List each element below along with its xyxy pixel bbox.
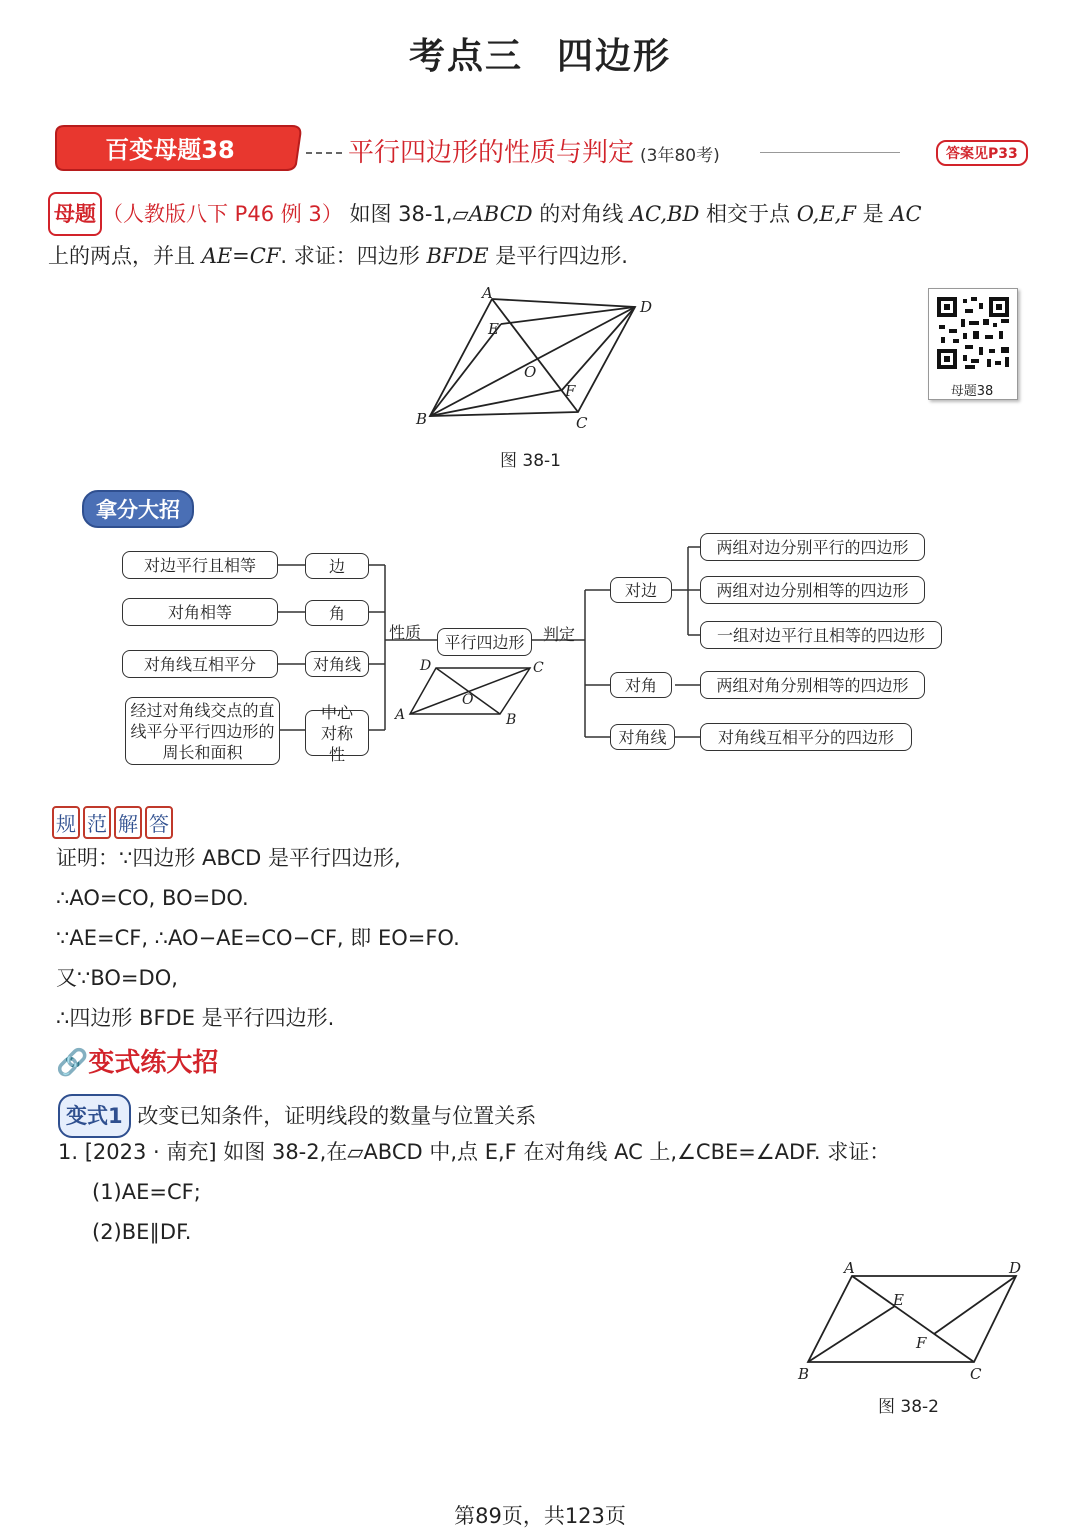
property-category-diagonals: 对角线 [305,651,369,677]
variant-part: (1)AE=CF; [92,1180,201,1204]
topic-heading [348,132,720,169]
solution-title [52,806,176,839]
variant-part: (2)BE∥DF. [92,1220,192,1244]
mindmap-mini-parallelogram [390,656,550,728]
problem-text: 相交于点 [699,202,797,226]
mini-label-a: A [395,707,406,723]
solution-title-char: 范 [83,806,111,839]
segment-be-2 [808,1306,895,1362]
segment-df-2 [934,1276,1016,1334]
variant-problem-source: [2023 · 南充] [84,1140,217,1164]
mini-label-c: C [533,660,544,676]
variant-problem [58,1132,1038,1252]
title-part1: 考点三 [408,36,523,77]
mother-badge: 母题 [48,192,102,236]
problem-text: 上的两点，并且 [48,244,202,268]
property-category-symmetry: 中心对称性 [305,710,369,756]
topic-badge-text: 百变母题38 [105,136,235,164]
variant-problem-statement [58,1132,1038,1172]
exam-count: (3年80考) [640,146,720,166]
judgment-item: 两组对边分别平行的四边形 [700,533,925,561]
figure-38-1 [400,282,670,432]
page-footer: 第89页，共123页 [454,1504,626,1528]
mini-label-d: D [420,658,432,674]
mindmap-title: 拿分大招 [82,490,194,528]
branch-label-properties: 性质 [389,623,422,642]
solution-title-char: 规 [52,806,80,839]
page-title [0,28,1080,79]
title-part2: 四边形 [557,36,672,77]
label2-c: C [970,1365,982,1383]
problem-text: 是平行四边形. [488,244,628,268]
solution-title-char: 答 [145,806,173,839]
problem-math: AC [890,202,922,226]
label-o: O [524,363,537,381]
label-f: F [565,382,576,400]
property-detail-symmetry: 经过对角线交点的直线平分平行四边形的周长和面积 [125,697,280,765]
problem-math: BFDE [426,244,489,268]
problem-text: 是 [855,202,891,226]
label-b: B [416,410,428,428]
property-category-sides: 边 [305,553,369,579]
label-c: C [576,414,588,432]
proof-line: ∵AE=CF, ∴AO−AE=CO−CF, 即 EO=FO. [56,926,460,950]
label-a: A [482,284,493,302]
label2-f: F [916,1334,927,1352]
problem-math: AC,BD [629,202,700,226]
judgment-item: 两组对边分别相等的四边形 [700,576,925,604]
judgment-category-diagonals: 对角线 [610,724,675,750]
problem-math: ▱ABCD [452,202,533,226]
label2-e: E [893,1291,904,1309]
topic-text: 平行四边形的性质与判定 [348,138,635,168]
judgment-category-sides: 对边 [610,577,672,603]
problem-text: . 求证：四边形 [280,244,427,268]
proof-line: 证明：∵四边形 ABCD 是平行四边形, [56,846,401,870]
judgment-item: 对角线互相平分的四边形 [700,723,912,751]
problem-text: 如图 38-1, [349,202,453,226]
link-icon: 🔗 [56,1048,89,1078]
qr-code-label: 母题38 [950,384,994,399]
label2-d: D [1009,1259,1022,1277]
variant-subtitle: 改变已知条件，证明线段的数量与位置关系 [137,1104,537,1128]
label2-a: A [844,1259,855,1277]
label-e: E [488,320,499,338]
property-detail-sides: 对边平行且相等 [122,551,278,579]
banner-divider [306,152,342,154]
variant-section-title [56,1042,218,1079]
banner-line [760,152,900,153]
mini-label-o: O [462,692,474,708]
figure-38-2 [790,1256,1030,1386]
segment-fd [562,307,635,390]
answer-reference: 答案见P33 [936,140,1028,166]
judgment-item: 两组对角分别相等的四边形 [700,671,925,699]
mother-problem-line1 [48,192,1028,236]
proof-line: ∴四边形 BFDE 是平行四边形. [56,1006,335,1030]
judgment-category-angles: 对角 [610,672,672,698]
diagonal-bd [430,307,635,416]
mother-problem [48,192,1028,276]
property-detail-diagonals: 对角线互相平分 [122,650,278,678]
qr-code-icon [929,289,1017,377]
problem-number: 1. [58,1140,79,1164]
problem-source: （人教版八下 P46 例 3） [102,202,343,226]
proof-line: 又∵BO=DO, [56,966,178,990]
topic-badge [52,124,304,172]
figure-38-1-caption: 图 38-1 [500,451,561,471]
parallelogram-abcd [430,299,635,416]
figure-38-2-caption: 图 38-2 [878,1397,939,1417]
mother-problem-line2 [48,236,1028,276]
solution-title-char: 解 [114,806,142,839]
property-detail-angles: 对角相等 [122,598,278,626]
segment-ed [501,307,635,324]
proof-line: ∴AO=CO, BO=DO. [56,886,249,910]
variant-section-text: 变式练大招 [88,1048,219,1078]
branch-label-judgments: 判定 [543,625,576,644]
mindmap-center: 平行四边形 [437,628,532,656]
property-category-angles: 角 [305,600,369,626]
label2-b: B [798,1365,810,1383]
solution-body [56,838,460,1038]
label-d: D [640,298,653,316]
variant-problem-text: 如图 38-2,在▱ABCD 中,点 E,F 在对角线 AC 上,∠CBE=∠ADF. 求证： [223,1140,891,1164]
problem-text: 的对角线 [532,202,630,226]
mini-label-b: B [506,712,517,728]
judgment-item: 一组对边平行且相等的四边形 [700,621,942,649]
variant-badge: 变式1 [58,1094,131,1138]
problem-math: O,E,F [796,202,856,226]
problem-math: AE=CF [201,244,281,268]
